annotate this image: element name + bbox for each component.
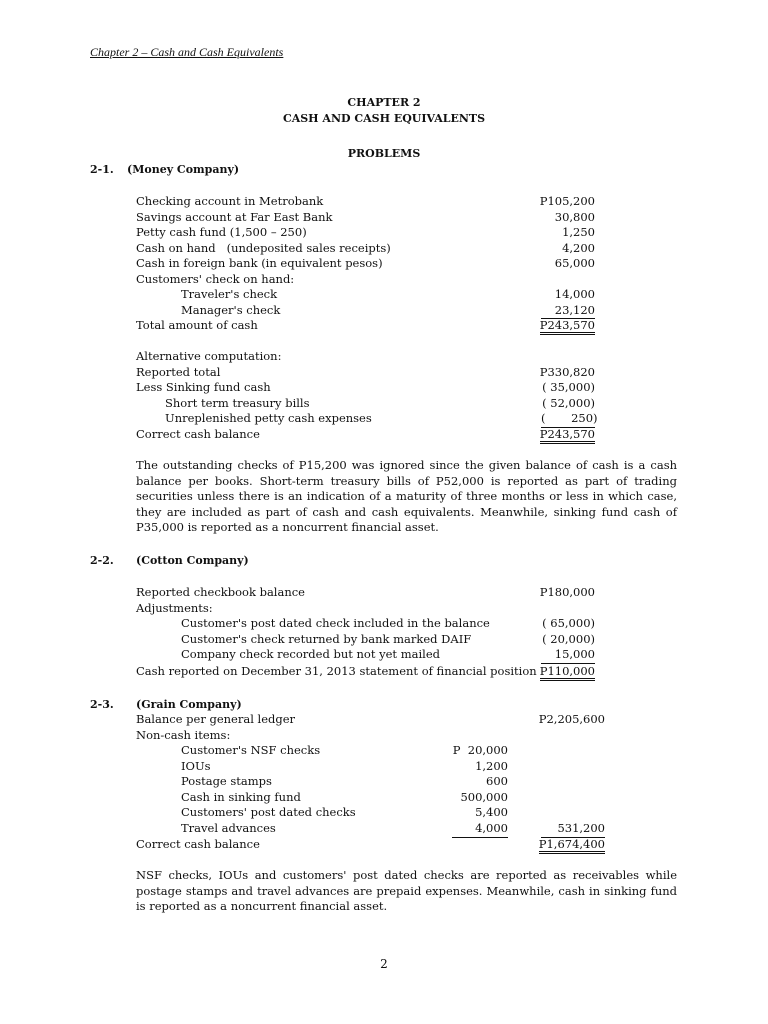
line-label: Correct cash balance	[136, 426, 260, 441]
line-label: Company check recorded but not yet mailed	[181, 647, 440, 661]
problem-number: 2-1.	[90, 163, 114, 176]
line-label: Customer's NSF checks	[181, 743, 321, 757]
line-amount: 4,200	[562, 240, 595, 255]
line-label: Cash reported on December 31, 2013 statement of financial position	[136, 663, 537, 678]
line-label: Adjustments:	[136, 600, 213, 615]
problem-title: (Money Company)	[127, 163, 240, 176]
line-label: Total amount of cash	[136, 318, 258, 332]
line-label: Customer's check returned by bank marked DAIF	[181, 631, 472, 646]
line-label: Manager's check	[181, 302, 281, 317]
line-amount: ( 65,000)	[542, 616, 595, 630]
line-label: Petty cash fund (1,500 – 250)	[136, 225, 307, 239]
section-title: PROBLEMS	[347, 147, 421, 160]
page-number: 2	[380, 957, 388, 971]
total-amount: P243,570	[540, 427, 595, 444]
line-label: Less Sinking fund cash	[136, 380, 271, 394]
sub-amount: 5,400	[475, 805, 508, 819]
problem-number: 2-3.	[90, 698, 114, 711]
line-amount: P180,000	[539, 585, 595, 599]
line-label: Savings account at Far East Bank	[136, 209, 333, 224]
explanation-paragraph: NSF checks, IOUs and customers' post dated checks are reported as receivables while postage stamps and travel advances are prepaid expenses. Meanwhile, cash in sinking fund is reported as a noncurrent financial asset.	[136, 868, 677, 913]
line-label: Reported checkbook balance	[136, 585, 305, 599]
line-amount: 1,250	[562, 225, 595, 239]
line-label: Customers' post dated checks	[181, 805, 356, 819]
line-label: Postage stamps	[181, 774, 272, 788]
sub-amount: 600	[486, 774, 508, 788]
line-amount: ( 250)	[541, 411, 595, 428]
line-label: Traveler's check	[181, 287, 278, 301]
chapter-title: CASH AND CASH EQUIVALENTS	[282, 112, 486, 125]
line-amount: 30,800	[554, 209, 595, 224]
explanation-paragraph: The outstanding checks of P15,200 was ignored since the given balance of cash is a cash balance per books. Short-term treasury bills of P52,000 is reported as part of trading securities unless there is an indication of a maturity of three months or less in which case, they are included as part of cash and cash equivalents. Meanwhile, sinking fund cash of P35,000 is reported as a noncurrent financial asset.	[136, 458, 677, 534]
line-label: Non-cash items:	[136, 727, 231, 742]
total-amount: P1,674,400	[539, 837, 605, 854]
total-amount: P110,000	[540, 664, 595, 681]
sub-amount: P 20,000	[452, 743, 508, 757]
line-label: Reported total	[136, 364, 221, 379]
line-label: Cash on hand (undeposited sales receipts)	[136, 240, 391, 255]
line-label: Customer's post dated check included in the balance	[181, 616, 490, 630]
total-amount: P243,570	[540, 318, 595, 335]
problem-title: (Grain Company)	[136, 698, 242, 711]
line-label: Short term treasury bills	[165, 395, 310, 410]
line-label: Travel advances	[181, 821, 276, 835]
line-label: Correct cash balance	[136, 837, 260, 851]
line-amount: P105,200	[539, 194, 595, 208]
line-label: Cash in sinking fund	[181, 789, 301, 804]
line-amount: 14,000	[554, 287, 595, 301]
line-amount: ( 52,000)	[542, 395, 595, 410]
problem-title: (Cotton Company)	[136, 554, 249, 567]
line-label: Unreplenished petty cash expenses	[165, 411, 372, 425]
line-amount: 531,200	[541, 821, 605, 838]
line-amount: 65,000	[554, 256, 595, 270]
line-label: Alternative computation:	[136, 349, 282, 363]
line-amount: P330,820	[539, 364, 595, 379]
line-label: Cash in foreign bank (in equivalent pesos)	[136, 256, 383, 270]
line-amount: ( 20,000)	[542, 631, 595, 646]
line-label: Customers' check on hand:	[136, 271, 295, 286]
line-amount: 23,120	[541, 303, 595, 320]
sub-amount: 500,000	[460, 789, 508, 804]
line-amount: 15,000	[541, 647, 595, 664]
chapter-label: CHAPTER 2	[347, 96, 421, 109]
line-label: IOUs	[181, 758, 211, 773]
line-amount: P2,205,600	[538, 712, 605, 726]
problem-number: 2-2.	[90, 554, 114, 567]
line-label: Checking account in Metrobank	[136, 194, 324, 208]
sub-amount: 1,200	[475, 758, 508, 773]
line-amount: ( 35,000)	[542, 380, 595, 394]
line-label: Balance per general ledger	[136, 712, 296, 726]
running-header: Chapter 2 – Cash and Cash Equivalents	[90, 45, 284, 59]
sub-amount: 4,000	[452, 821, 508, 838]
